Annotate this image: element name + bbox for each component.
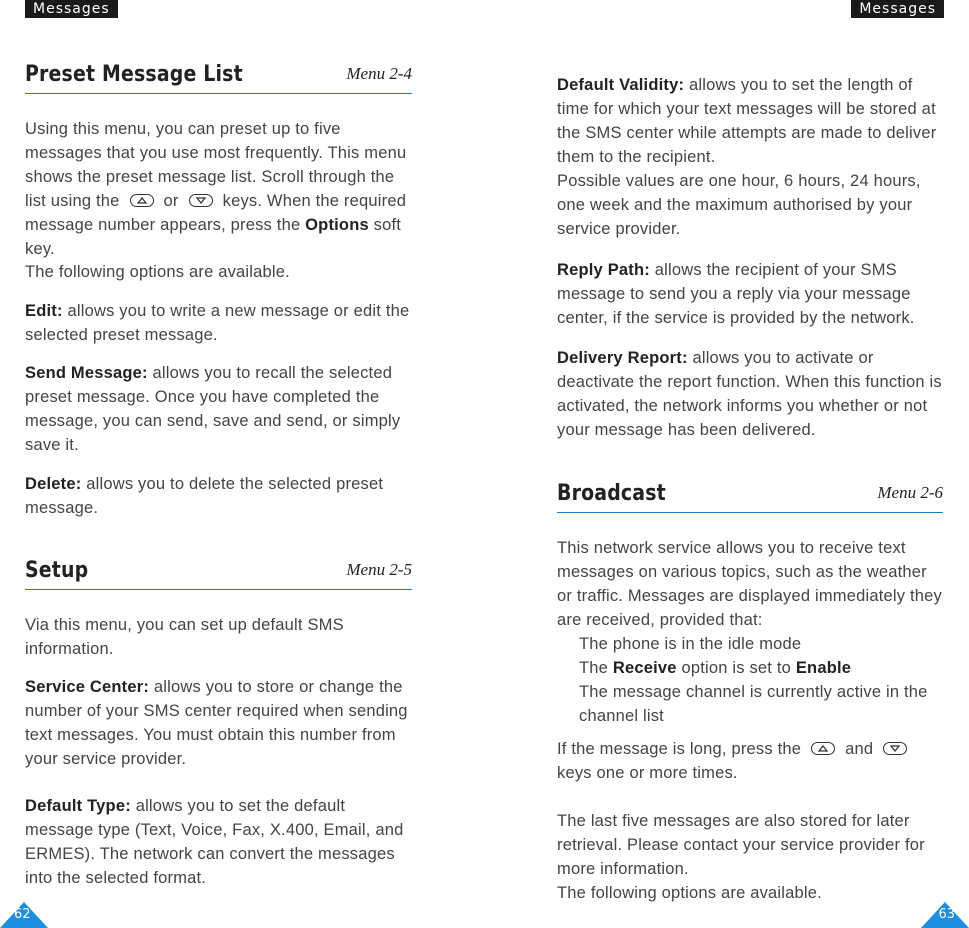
preset-section-header — [25, 58, 412, 94]
delete-term: Delete: — [25, 475, 82, 493]
broadcast-intro: This network service allows you to receive text messages on various topics, such as the weather or traffic. Messages are displayed immediately they are received, provided that: The phone is in the idle mode The Receive option is set to Enable The message channel is currently active in the channel list — [557, 536, 943, 728]
broadcast-long-message: If the message is long, press the and keys one or more times. — [557, 737, 943, 785]
setup-title: Setup — [25, 558, 89, 583]
option-default-validity: Default Validity: allows you to set the length of time for which your text messages will be stored at the SMS center while attempts are made to deliver them to the recipient. Possible values are one hour, 6 hours, 24 hours, one week and the maximum authorised by your service provider. — [557, 73, 943, 241]
page-number-right: 63 — [938, 907, 955, 922]
setup-intro: Via this menu, you can set up default SMS information. — [25, 616, 344, 658]
send-term: Send Message: — [25, 364, 148, 382]
validity-values: Possible values are one hour, 6 hours, 24 hours, one week and the maximum authorised by your service provider. — [557, 172, 921, 238]
option-service-center: Service Center: allows you to store or change the number of your SMS center required when sending text messages. You must obtain this number from your service provider. — [25, 678, 408, 768]
down-key-icon — [189, 194, 213, 207]
receive-word: Receive — [612, 659, 677, 677]
option-reply-path: Reply Path: allows the recipient of your SMS message to send you a reply via your message center, if the service is provided by the network. — [557, 261, 915, 327]
option-delivery-report: Delivery Report: allows you to activate or deactivate the report function. When this function is activated, the network informs you whether or not your message has been delivered. — [557, 349, 942, 439]
broadcast-following: The following options are available. — [557, 884, 822, 902]
up-key-icon — [130, 194, 154, 207]
broadcast-section-header — [557, 477, 943, 513]
broadcast-last-five: The last five messages are also stored for later retrieval. Please contact your service provider for more information. The following options are available. — [557, 809, 943, 905]
option-edit: Edit: allows you to write a new message or edit the selected preset message. — [25, 302, 410, 344]
delivery-term: Delivery Report: — [557, 349, 688, 367]
down-key-icon — [883, 742, 907, 755]
option-send-message: Send Message: allows you to recall the selected preset message. Once you have completed the message, you can send, save and send, or simply save it. — [25, 364, 401, 454]
preset-title: Preset Message List — [25, 62, 243, 87]
broadcast-title: Broadcast — [557, 481, 666, 506]
enable-word: Enable — [795, 659, 852, 677]
preset-following: The following options are available. — [25, 263, 290, 281]
option-default-type: Default Type: allows you to set the default message type (Text, Voice, Fax, X.400, Email, and ERMES). The network can convert the messages into the selected format. — [25, 797, 404, 887]
reply-term: Reply Path: — [557, 261, 650, 279]
condition-channel: The message channel is currently active in the channel list — [579, 683, 928, 725]
condition-idle: The phone is in the idle mode — [579, 635, 802, 653]
validity-term: Default Validity: — [557, 76, 685, 94]
option-delete: Delete: allows you to delete the selected preset message. — [25, 475, 384, 517]
type-term: Default Type: — [25, 797, 131, 815]
preset-intro: Using this menu, you can preset up to five messages that you use most frequently. This menu shows the preset message list. Scroll through the list using the or keys. When the required message number appears, press the Options soft key. — [25, 120, 407, 258]
page-number-left: 62 — [14, 907, 31, 922]
service-term: Service Center: — [25, 678, 150, 696]
broadcast-menu-ref: Menu 2-6 — [877, 483, 943, 502]
header-tab-left: Messages — [25, 0, 118, 18]
setup-section-header — [25, 554, 412, 590]
up-key-icon — [811, 742, 835, 755]
preset-menu-ref: Menu 2-4 — [346, 64, 412, 83]
setup-menu-ref: Menu 2-5 — [346, 560, 412, 579]
options-word: Options — [305, 216, 369, 234]
header-tab-right: Messages — [851, 0, 944, 18]
condition-receive: The Receive option is set to Enable — [579, 659, 852, 677]
edit-term: Edit: — [25, 302, 63, 320]
